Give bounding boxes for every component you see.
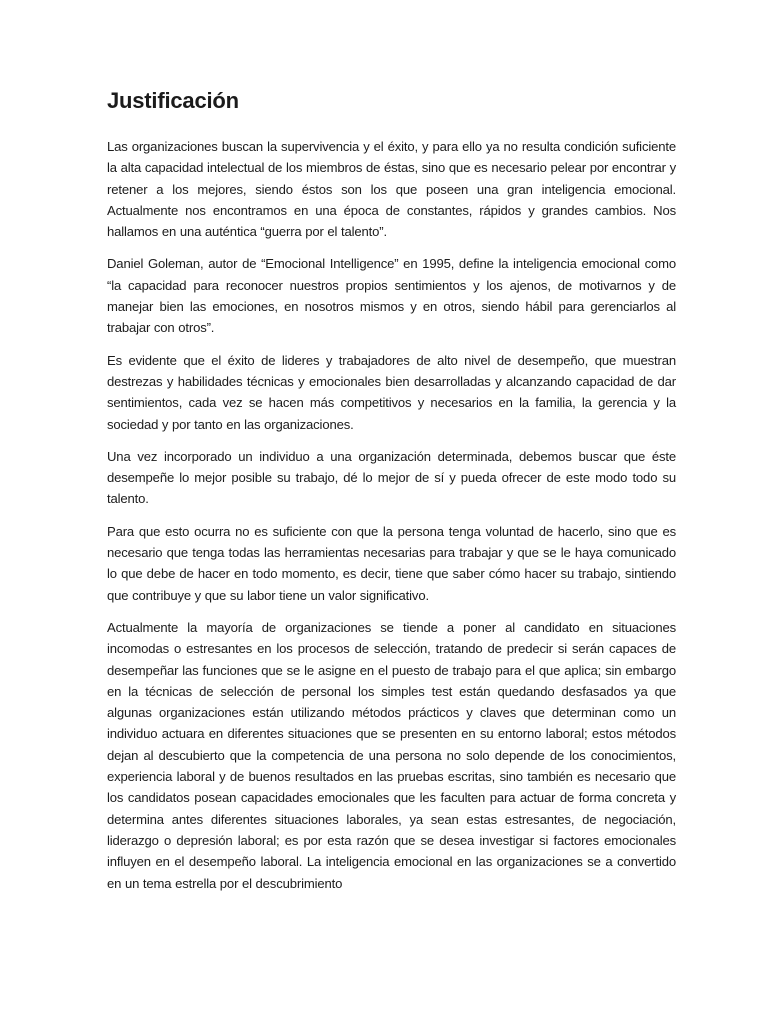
- page-title: Justificación: [107, 88, 239, 113]
- paragraph-5: Para que esto ocurra no es suficiente con que la persona tenga voluntad de hacerlo, sino que es necesario que tenga todas las herramientas necesarias para trabajar y que se le haya comunicado lo que debe de hacer en todo momento, es decir, tiene que saber cómo hacer su trabajo, sintiendo que contribuye y que su labor tiene un valor significativo.: [107, 523, 676, 603]
- paragraph-6: Actualmente la mayoría de organizaciones se tiende a poner al candidato en situaciones incomodas o estresantes en los procesos de selección, tratando de predecir si serán capaces de desempeñar las funciones que se le asigne en el puesto de trabajo para el que aplica; sin embargo en la técnicas de selección de personal los simples test están quedando desfasados ya que algunas organizaciones están utilizando métodos prácticos y claves que determinan como un individuo actuara en diferentes situaciones que se presenten en su entorno laboral; estos métodos dejan al descubierto que la competencia de una persona no solo depende de los conocimientos, experiencia laboral y de buenos resultados en las pruebas escritas, sino también es necesario que los candidatos posean capacidades emocionales que les faculten para actuar de forma concreta y determina antes diferentes situaciones laborales, ya sean estas estresantes, de negociación, liderazgo o depresión laboral; es por esta razón que se desea investigar si factores emocionales influyen en el desempeño laboral. La inteligencia emocional en las organizaciones se a convertido en un tema estrella por el descubrimiento: [107, 619, 676, 891]
- paragraph-3: Es evidente que el éxito de lideres y trabajadores de alto nivel de desempeño, que muestran destrezas y habilidades técnicas y emocionales bien desarrolladas y alcanzando capacidad de dar sentimientos, cada vez se hacen más competitivos y necesarios en la familia, la gerencia y la sociedad y por tanto en las organizaciones.: [107, 352, 676, 432]
- paragraph-2: Daniel Goleman, autor de “Emocional Intelligence” en 1995, define la inteligencia emocional como “la capacidad para reconocer nuestros propios sentimientos y los ajenos, de motivarnos y de manejar bien las emociones, en nosotros mismos y en otros, siendo hábil para gerenciarlos al trabajar con otros”.: [107, 256, 676, 336]
- paragraph-4: Una vez incorporado un individuo a una organización determinada, debemos buscar que éste desempeñe lo mejor posible su trabajo, dé lo mejor de sí y pueda ofrecer de este modo todo su talento.: [107, 448, 676, 507]
- document-body: [107, 136, 676, 905]
- paragraph-1: Las organizaciones buscan la supervivencia y el éxito, y para ello ya no resulta condición suficiente la alta capacidad intelectual de los miembros de éstas, sino que es necesario pelear por encontrar y retener a los mejores, siendo éstos son los que poseen una gran inteligencia emocional. Actualmente nos encontramos en una época de constantes, rápidos y grandes cambios. Nos hallamos en una auténtica “guerra por el talento”.: [107, 139, 676, 240]
